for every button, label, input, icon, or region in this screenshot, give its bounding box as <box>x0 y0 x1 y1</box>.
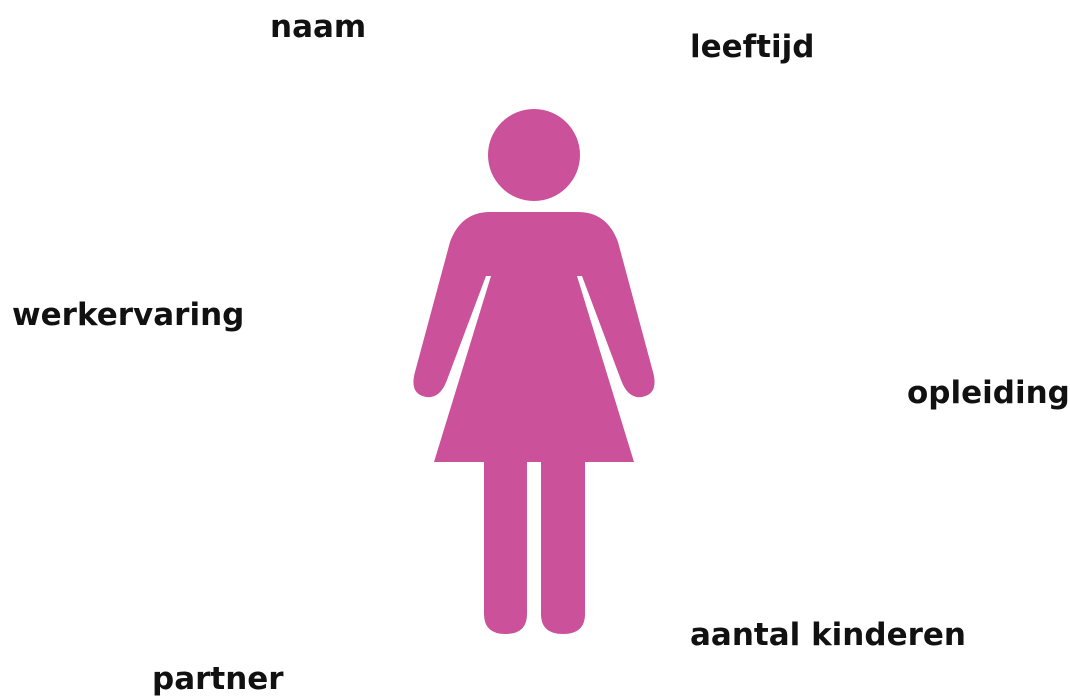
label-werkervaring: werkervaring <box>12 297 245 333</box>
woman-body <box>413 212 654 462</box>
label-aantal-kinderen: aantal kinderen <box>690 617 966 653</box>
woman-left-leg <box>484 462 527 634</box>
woman-head <box>488 109 580 201</box>
woman-right-leg <box>541 462 585 634</box>
label-naam: naam <box>270 9 367 45</box>
label-leeftijd: leeftijd <box>690 29 815 65</box>
woman-figure <box>413 109 654 634</box>
label-partner: partner <box>152 661 284 697</box>
label-opleiding: opleiding <box>907 375 1070 411</box>
